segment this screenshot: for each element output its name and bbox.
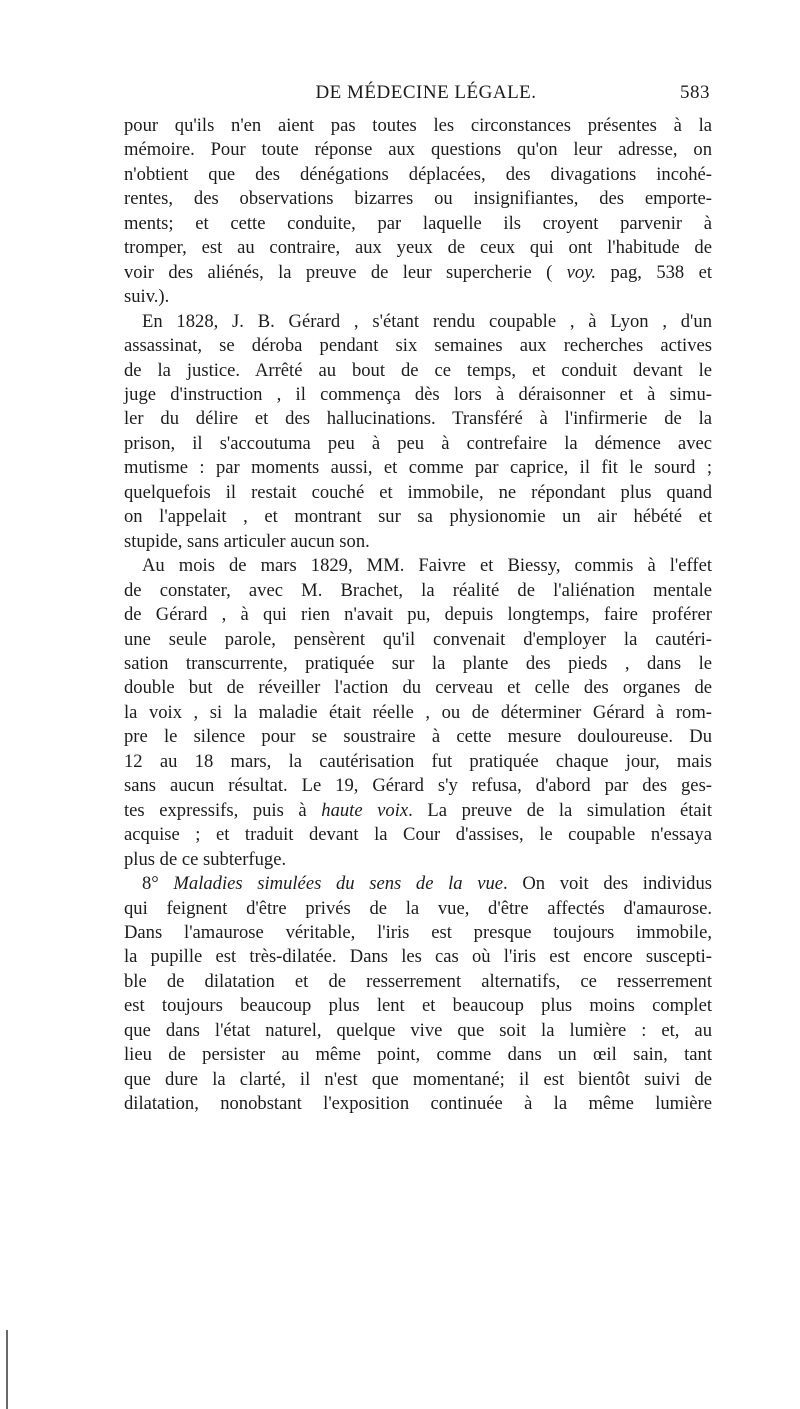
text-line: mémoire. Pour toute réponse aux questions qu'on leur adresse, on — [124, 139, 712, 161]
text-line: n'obtient que des dénégations déplacées, des divagations incohé- — [124, 163, 712, 185]
text-line: Dans l'amaurose véritable, l'iris est presque toujours immobile, — [124, 921, 712, 943]
text-line: juge d'instruction , il commença dès lors à déraisonner et à simu- — [124, 383, 712, 405]
text-line: tes expressifs, puis à haute voix. La preuve de la simulation était — [124, 799, 712, 821]
text-line: ler du délire et des hallucinations. Transféré à l'infirmerie de la — [124, 408, 712, 430]
text-line: rentes, des observations bizarres ou insignifiantes, des emporte- — [124, 188, 712, 210]
text-line: stupide, sans articuler aucun son. — [124, 530, 370, 552]
text-line: ments; et cette conduite, par laquelle ils croyent parvenir à — [124, 212, 712, 234]
text-line: double but de réveiller l'action du cerveau et celle des organes de — [124, 677, 712, 699]
text-line: Au mois de mars 1829, MM. Faivre et Biessy, commis à l'effet — [142, 555, 712, 577]
text-line: plus de ce subterfuge. — [124, 848, 287, 870]
text-line: quelquefois il restait couché et immobile, ne répondant plus quand — [124, 481, 712, 503]
text-line: dilatation, nonobstant l'exposition continuée à la même lumière — [124, 1093, 712, 1115]
text-line: En 1828, J. B. Gérard , s'étant rendu coupable , à Lyon , d'un — [142, 310, 712, 332]
text-line: 8° Maladies simulées du sens de la vue. On voit des individus — [142, 873, 712, 895]
text-line: sans aucun résultat. Le 19, Gérard s'y refusa, d'abord par des ges- — [124, 775, 712, 797]
running-title: DE MÉDECINE LÉGALE. — [315, 82, 537, 103]
text-line: qui feignent d'être privés de la vue, d'être affectés d'amaurose. — [124, 897, 712, 919]
text-line: ble de dilatation et de resserrement alternatifs, ce resserrement — [124, 970, 712, 992]
text-line: que dans l'état naturel, quelque vive que soit la lumière : et, au — [124, 1019, 712, 1041]
page-edge-mark — [6, 1330, 8, 1409]
text-line: de Gérard , à qui rien n'avait pu, depuis longtemps, faire proférer — [124, 604, 712, 626]
text-line: lieu de persister au même point, comme dans un œil sain, tant — [124, 1044, 712, 1066]
text-line: 12 au 18 mars, la cautérisation fut pratiquée chaque jour, mais — [124, 750, 712, 772]
text-line: prison, il s'accoutuma peu à peu à contrefaire la démence avec — [124, 432, 712, 454]
text-line: une seule parole, pensèrent qu'il convenait d'employer la cautéri- — [124, 628, 712, 650]
page-header — [124, 82, 710, 108]
text-line: mutisme : par moments aussi, et comme par caprice, il fit le sourd ; — [124, 457, 712, 479]
text-line: tromper, est au contraire, aux yeux de ceux qui ont l'habitude de — [124, 237, 712, 259]
text-line: la pupille est très-dilatée. Dans les cas où l'iris est encore suscepti- — [124, 946, 712, 968]
text-line: on l'appelait , et montrant sur sa physionomie un air hébété et — [124, 506, 712, 528]
text-line: de la justice. Arrêté au bout de ce temps, et conduit devant le — [124, 359, 712, 381]
text-line: que dure la clarté, il n'est que momentané; il est bientôt suivi de — [124, 1068, 712, 1090]
body-text — [124, 114, 712, 1117]
text-line: est toujours beaucoup plus lent et beaucoup plus moins complet — [124, 995, 712, 1017]
text-line: la voix , si la maladie était réelle , ou de déterminer Gérard à rom- — [124, 701, 712, 723]
text-line: pour qu'ils n'en aient pas toutes les circonstances présentes à la — [124, 115, 712, 136]
text-line: acquise ; et traduit devant la Cour d'assises, le coupable n'essaya — [124, 824, 712, 846]
text-line: voir des aliénés, la preuve de leur supercherie ( voy. pag, 538 et — [124, 261, 712, 283]
text-line: suiv.). — [124, 286, 170, 308]
text-line: de constater, avec M. Brachet, la réalité de l'aliénation mentale — [124, 579, 712, 601]
page-number: 583 — [680, 82, 710, 103]
text-line: pre le silence pour se soustraire à cette mesure douloureuse. Du — [124, 726, 712, 748]
text-line: sation transcurrente, pratiquée sur la plante des pieds , dans le — [124, 652, 712, 674]
text-line: assassinat, se déroba pendant six semaines aux recherches actives — [124, 335, 712, 357]
